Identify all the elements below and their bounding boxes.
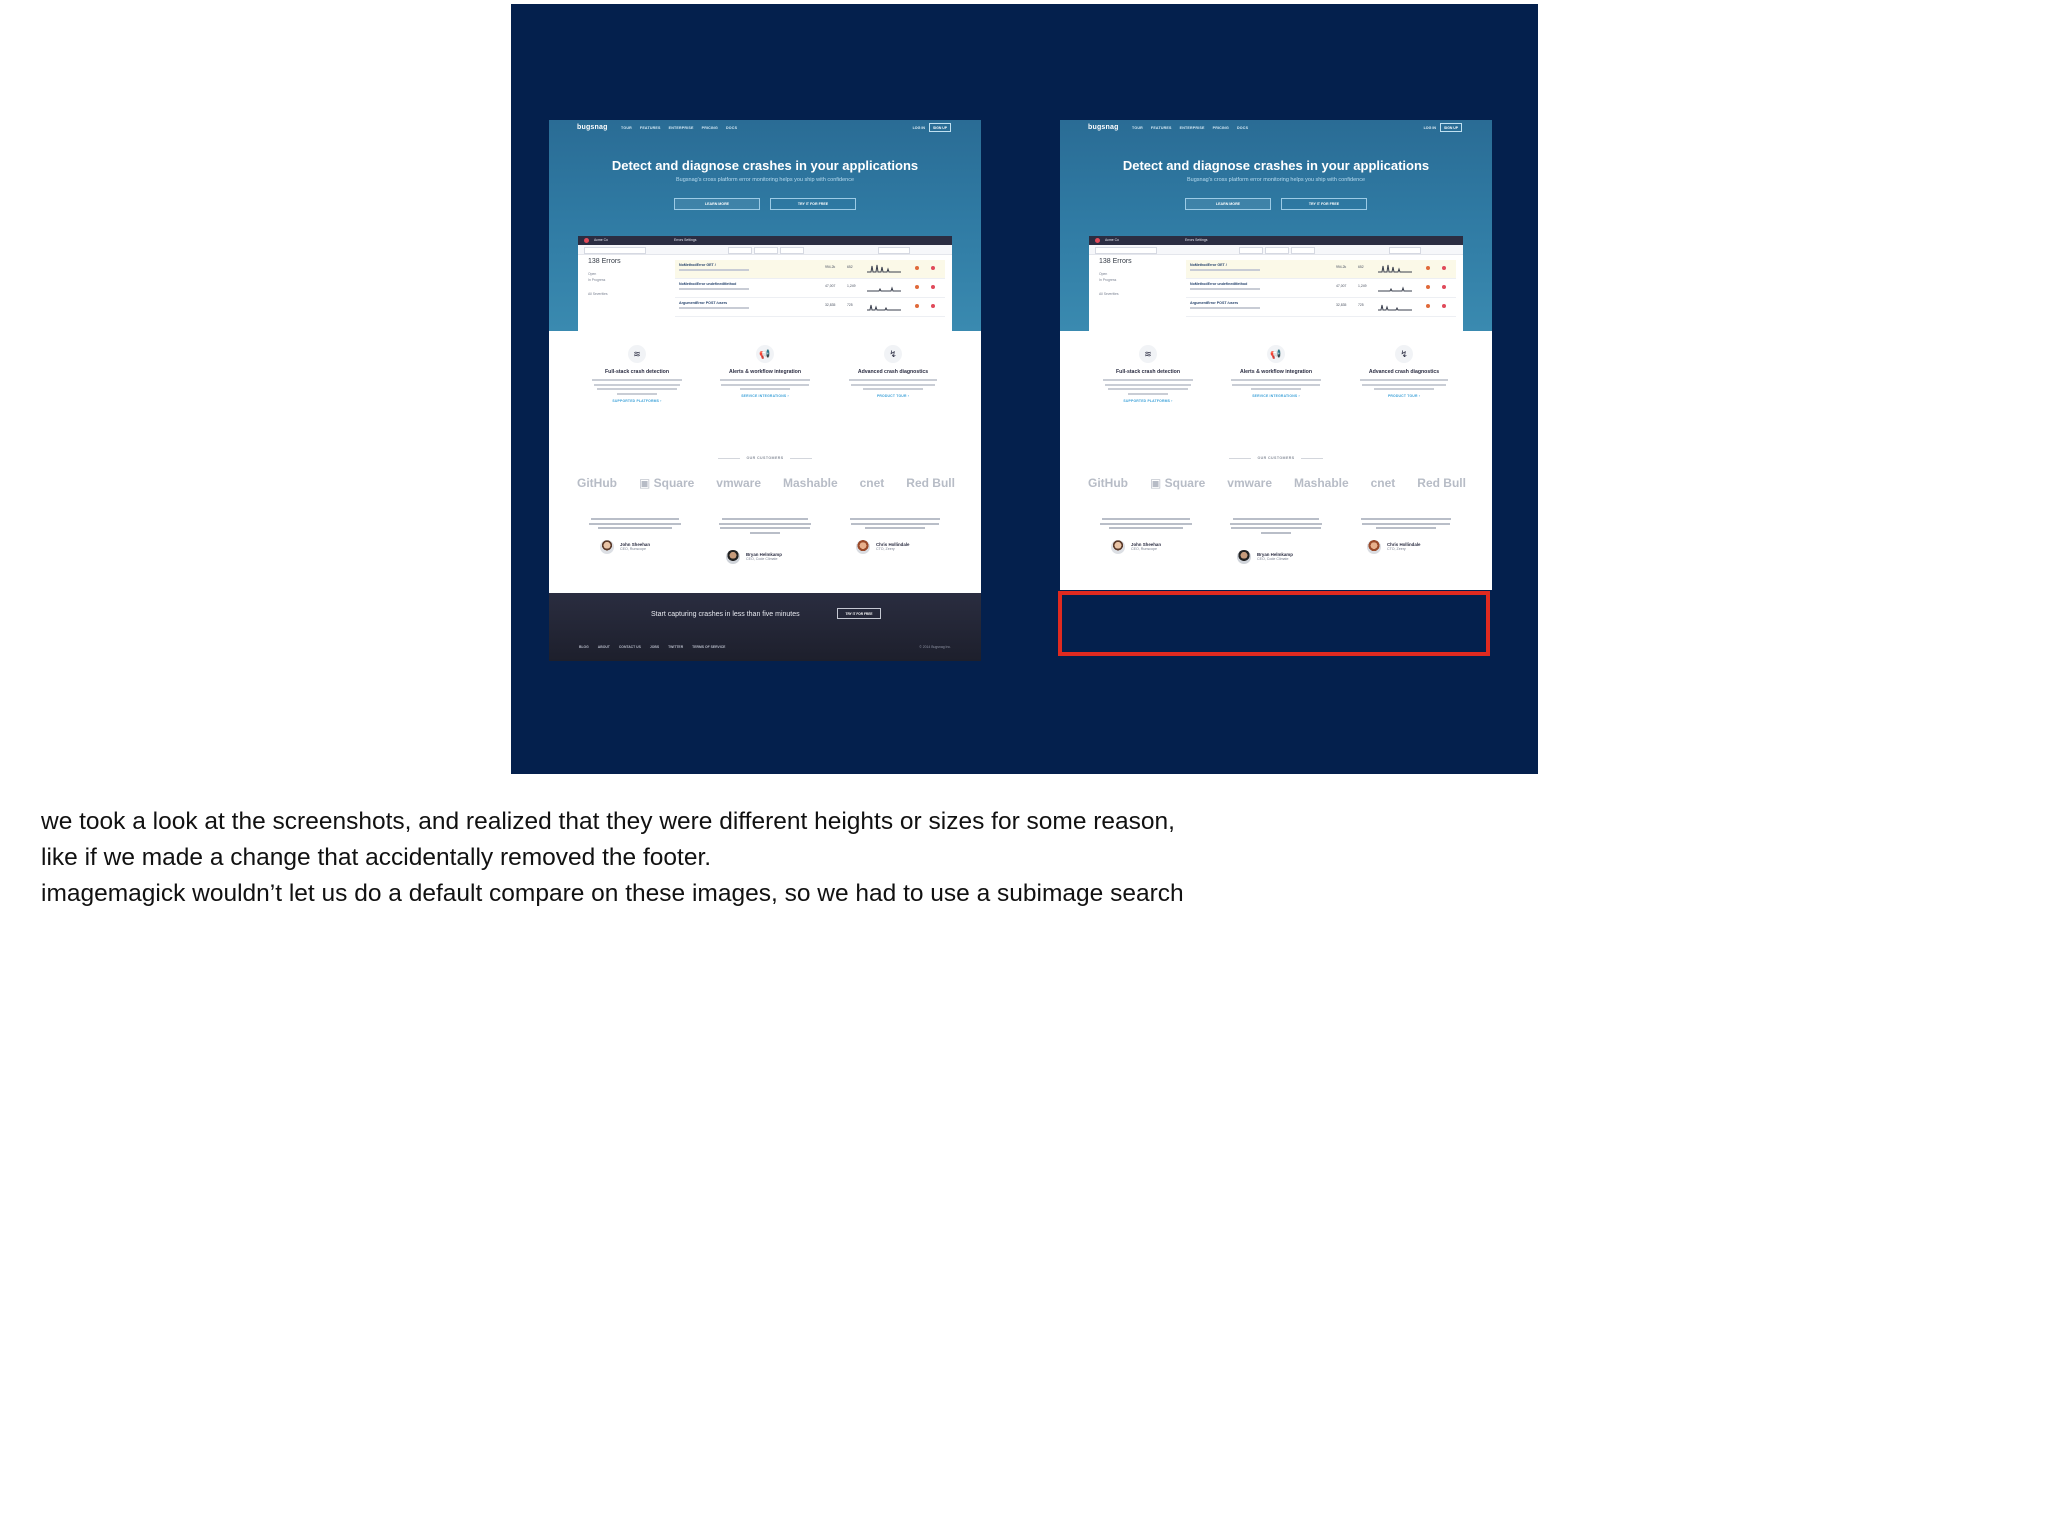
testimonial-author xyxy=(1111,540,1161,554)
feature-card xyxy=(573,345,701,403)
error-users: 652 xyxy=(1358,265,1364,269)
status-indicator xyxy=(931,285,935,289)
customer-logos xyxy=(577,476,955,490)
severity-indicator xyxy=(1426,266,1430,270)
person-role: CEO, Runscope xyxy=(620,547,646,552)
status-indicator xyxy=(931,266,935,270)
redbull-logo: Red Bull xyxy=(1417,476,1466,490)
severity-indicator xyxy=(1426,304,1430,308)
testimonials xyxy=(1060,518,1492,578)
filter-input xyxy=(1095,247,1157,254)
error-subtext xyxy=(1190,307,1260,309)
chart-icon: ↯ xyxy=(1395,345,1413,363)
vmware-logo: vmware xyxy=(716,476,761,490)
testimonial xyxy=(1211,518,1341,562)
filter-in-progress: In Progress xyxy=(1099,278,1117,282)
database-icon: ≋ xyxy=(1139,345,1157,363)
errors-count: 138 Errors xyxy=(588,258,621,265)
error-users: 725 xyxy=(847,303,853,307)
error-count: 994.2k xyxy=(825,265,836,269)
toolbar-button xyxy=(754,247,778,254)
testimonial xyxy=(570,518,700,552)
bugsnag-logo[interactable]: bugsnag xyxy=(1088,124,1119,131)
status-indicator xyxy=(931,304,935,308)
toolbar-button xyxy=(1239,247,1263,254)
feature-description xyxy=(1358,379,1450,390)
severity-indicator xyxy=(915,285,919,289)
nav-link-enterprise[interactable]: ENTERPRISE xyxy=(1179,126,1205,130)
error-name: ArgumentError POST /users xyxy=(679,301,728,305)
github-logo: GitHub xyxy=(577,476,617,490)
filter-severity: All Severities xyxy=(1099,292,1119,296)
testimonials xyxy=(549,518,981,578)
error-name: NoMethodError undefinedMethod xyxy=(1190,282,1248,286)
footer-link-jobs[interactable]: JOBS xyxy=(649,645,660,649)
trend-sparkline xyxy=(867,263,901,273)
testimonial-author xyxy=(1237,550,1293,564)
error-subtext xyxy=(1190,288,1260,290)
error-row xyxy=(1186,298,1456,317)
feature-card xyxy=(1212,345,1340,398)
try-free-button[interactable]: TRY IT FOR FREE xyxy=(1281,198,1367,210)
status-indicator xyxy=(1442,285,1446,289)
error-subtext xyxy=(679,307,749,309)
customer-logos xyxy=(1088,476,1466,490)
error-count: 994.2k xyxy=(1336,265,1347,269)
toolbar-button xyxy=(728,247,752,254)
testimonial-author xyxy=(726,550,782,564)
severity-indicator xyxy=(1426,285,1430,289)
error-subtext xyxy=(679,288,749,290)
login-link[interactable]: LOG IN xyxy=(912,126,925,130)
hero-headline: Detect and diagnose crashes in your applications xyxy=(1122,158,1430,173)
feature-card xyxy=(1084,345,1212,403)
database-icon: ≋ xyxy=(628,345,646,363)
learn-more-button[interactable]: LEARN MORE xyxy=(674,198,760,210)
feature-title: Full-stack crash detection xyxy=(605,369,669,375)
error-users: 1,249 xyxy=(1358,284,1367,288)
dashboard-preview xyxy=(1089,236,1463,331)
error-users: 725 xyxy=(1358,303,1364,307)
feature-title: Advanced crash diagnostics xyxy=(857,369,929,375)
nav-link-docs[interactable]: DOCS xyxy=(1236,126,1249,130)
screenshot-with-footer xyxy=(549,120,981,661)
feature-title: Alerts & workflow integration xyxy=(1239,369,1313,375)
toolbar-button xyxy=(1265,247,1289,254)
filter-severity: All Severities xyxy=(588,292,608,296)
login-link[interactable]: LOG IN xyxy=(1423,126,1436,130)
footer-link-blog[interactable]: BLOG xyxy=(579,645,589,649)
avatar xyxy=(726,550,740,564)
nav-link-pricing[interactable]: PRICING xyxy=(701,126,718,130)
dashboard-toolbar xyxy=(1089,245,1463,255)
hero-subline: Bugsnag's cross platform error monitoring helps you ship with confidence xyxy=(1186,177,1366,183)
person-name: Chris Hollindale xyxy=(1387,542,1421,548)
nav-link-enterprise[interactable]: ENTERPRISE xyxy=(668,126,694,130)
person-name: Chris Hollindale xyxy=(876,542,910,548)
error-row xyxy=(1186,260,1456,279)
toolbar-button xyxy=(1291,247,1315,254)
avatar xyxy=(600,540,614,554)
footer-link-contact[interactable]: CONTACT US xyxy=(618,645,641,649)
cnet-logo: cnet xyxy=(859,476,885,490)
error-name: NoMethodError GET / xyxy=(679,263,716,267)
testimonial-quote xyxy=(1100,518,1192,529)
caption-line: like if we made a change that accidentally removed the footer. xyxy=(41,844,712,871)
footer-try-button[interactable]: TRY IT FOR FREE xyxy=(837,608,881,619)
chart-icon: ↯ xyxy=(884,345,902,363)
filter-open: Open xyxy=(588,272,597,276)
testimonial xyxy=(1341,518,1471,552)
mashable-logo: Mashable xyxy=(1293,476,1349,490)
dashboard-topbar xyxy=(1089,236,1463,245)
testimonial xyxy=(1081,518,1211,552)
org-name: Acme Co xyxy=(594,238,608,242)
testimonial-quote xyxy=(1230,518,1322,534)
vmware-logo: vmware xyxy=(1227,476,1272,490)
filter-open: Open xyxy=(1099,272,1108,276)
caption-line: imagemagick wouldn’t let us do a default compare on these images, so we had to use a subimage search xyxy=(41,880,1184,907)
error-count: 47,007 xyxy=(825,284,836,288)
dashboard-tabs: Errors Settings xyxy=(674,238,697,242)
person-role: CTO, Zeery xyxy=(1387,547,1406,552)
testimonial-quote xyxy=(1360,518,1452,529)
pagination xyxy=(878,247,910,254)
org-name: Acme Co xyxy=(1105,238,1119,242)
hero-headline: Detect and diagnose crashes in your applications xyxy=(611,158,919,173)
avatar xyxy=(856,540,870,554)
try-free-button[interactable]: TRY IT FOR FREE xyxy=(770,198,856,210)
caption-line: we took a look at the screenshots, and realized that they were different heights or sizes for some reason, xyxy=(41,808,1175,835)
slide-canvas xyxy=(511,4,1538,774)
avatar xyxy=(1111,540,1125,554)
bugsnag-logo[interactable]: bugsnag xyxy=(577,124,608,131)
footer-link-terms[interactable]: TERMS OF SERVICE xyxy=(692,645,726,649)
trend-sparkline xyxy=(1378,301,1412,311)
footer-links xyxy=(579,645,725,649)
feature-title: Alerts & workflow integration xyxy=(728,369,802,375)
person-role: CTO, Zeery xyxy=(876,547,895,552)
features-section xyxy=(549,345,981,435)
top-nav xyxy=(549,120,981,136)
error-name: NoMethodError GET / xyxy=(1190,263,1227,267)
footer-link-about[interactable]: ABOUT xyxy=(597,645,610,649)
errors-count: 138 Errors xyxy=(1099,258,1132,265)
feature-description xyxy=(1102,379,1194,395)
feature-link[interactable]: PRODUCT TOUR › xyxy=(1387,394,1421,398)
feature-title: Advanced crash diagnostics xyxy=(1368,369,1440,375)
person-name: John Sheehan xyxy=(1131,542,1162,548)
filter-in-progress: In Progress xyxy=(588,278,606,282)
testimonial-author xyxy=(600,540,650,554)
feature-link[interactable]: SUPPORTED PLATFORMS › xyxy=(612,398,662,403)
nav-link-pricing[interactable]: PRICING xyxy=(1212,126,1229,130)
mashable-logo: Mashable xyxy=(782,476,838,490)
person-role: CEO, Code Climate xyxy=(1257,557,1289,562)
person-role: CEO, Runscope xyxy=(1131,547,1157,552)
feature-link[interactable]: SUPPORTED PLATFORMS › xyxy=(1123,398,1173,403)
feature-card xyxy=(701,345,829,398)
slide-caption xyxy=(41,804,1641,912)
error-name: NoMethodError undefinedMethod xyxy=(679,282,737,286)
feature-title: Full-stack crash detection xyxy=(1116,369,1180,375)
nav-link-docs[interactable]: DOCS xyxy=(725,126,738,130)
nav-links xyxy=(1132,126,1248,130)
feature-link[interactable]: PRODUCT TOUR › xyxy=(876,394,910,398)
error-row xyxy=(675,298,945,317)
pagination xyxy=(1389,247,1421,254)
status-indicator xyxy=(1442,266,1446,270)
person-name: John Sheehan xyxy=(620,542,651,548)
testimonial-author xyxy=(1367,540,1420,554)
status-indicator xyxy=(1442,304,1446,308)
testimonial-quote xyxy=(719,518,811,534)
trend-sparkline xyxy=(867,282,901,292)
feature-description xyxy=(591,379,683,395)
top-nav xyxy=(1060,120,1492,136)
github-logo: GitHub xyxy=(1088,476,1128,490)
error-row xyxy=(675,260,945,279)
severity-indicator xyxy=(915,304,919,308)
error-row xyxy=(1186,279,1456,298)
trend-sparkline xyxy=(1378,263,1412,273)
org-icon xyxy=(584,238,589,243)
testimonial-quote xyxy=(589,518,681,529)
square-logo: ▣ Square xyxy=(638,476,695,490)
testimonial xyxy=(830,518,960,552)
testimonial-author xyxy=(856,540,909,554)
testimonial-quote xyxy=(849,518,941,529)
error-subtext xyxy=(679,269,749,271)
error-count: 32,835 xyxy=(825,303,836,307)
severity-indicator xyxy=(915,266,919,270)
signup-button[interactable]: SIGN UP xyxy=(929,123,951,132)
error-users: 1,249 xyxy=(847,284,856,288)
toolbar-button xyxy=(780,247,804,254)
dashboard-toolbar xyxy=(578,245,952,255)
error-name: ArgumentError POST /users xyxy=(1190,301,1239,305)
feature-card xyxy=(1340,345,1468,398)
error-subtext xyxy=(1190,269,1260,271)
hero-subline: Bugsnag's cross platform error monitoring helps you ship with confidence xyxy=(675,177,855,183)
nav-link-features[interactable]: FEATURES xyxy=(639,126,661,130)
megaphone-icon: 📢 xyxy=(1267,345,1285,363)
nav-links xyxy=(621,126,737,130)
feature-description xyxy=(847,379,939,390)
site-footer xyxy=(549,593,981,661)
feature-card xyxy=(829,345,957,398)
dashboard-topbar xyxy=(578,236,952,245)
org-icon xyxy=(1095,238,1100,243)
hero-section xyxy=(549,120,981,331)
feature-description xyxy=(719,379,811,390)
error-count: 47,007 xyxy=(1336,284,1347,288)
trend-sparkline xyxy=(867,301,901,311)
person-name: Bryan Helmkamp xyxy=(1257,552,1293,558)
customers-heading: OUR CUSTOMERS xyxy=(549,456,981,460)
person-role: CEO, Code Climate xyxy=(746,557,778,562)
features-section xyxy=(1060,345,1492,435)
feature-description xyxy=(1230,379,1322,390)
avatar xyxy=(1367,540,1381,554)
megaphone-icon: 📢 xyxy=(756,345,774,363)
cnet-logo: cnet xyxy=(1370,476,1396,490)
footer-link-twitter[interactable]: TWITTER xyxy=(668,645,684,649)
testimonial xyxy=(700,518,830,562)
missing-footer-highlight xyxy=(1058,591,1490,656)
feature-link[interactable]: SERVICE INTEGRATIONS › xyxy=(741,394,789,398)
customers-heading: OUR CUSTOMERS xyxy=(1060,456,1492,460)
filter-input xyxy=(584,247,646,254)
error-count: 32,835 xyxy=(1336,303,1347,307)
learn-more-button[interactable]: LEARN MORE xyxy=(1185,198,1271,210)
avatar xyxy=(1237,550,1251,564)
error-users: 652 xyxy=(847,265,853,269)
footer-cta-text: Start capturing crashes in less than five minutes xyxy=(651,611,800,618)
redbull-logo: Red Bull xyxy=(906,476,955,490)
error-row xyxy=(675,279,945,298)
trend-sparkline xyxy=(1378,282,1412,292)
hero-section xyxy=(1060,120,1492,331)
footer-copyright: © 2014 Bugsnag Inc. xyxy=(919,645,951,649)
person-name: Bryan Helmkamp xyxy=(746,552,782,558)
nav-link-tour[interactable]: TOUR xyxy=(1132,126,1143,130)
screenshot-without-footer xyxy=(1060,120,1492,590)
square-logo: ▣ Square xyxy=(1149,476,1206,490)
nav-link-features[interactable]: FEATURES xyxy=(1150,126,1172,130)
feature-link[interactable]: SERVICE INTEGRATIONS › xyxy=(1252,394,1300,398)
dashboard-tabs: Errors Settings xyxy=(1185,238,1208,242)
nav-link-tour[interactable]: TOUR xyxy=(621,126,632,130)
dashboard-preview xyxy=(578,236,952,331)
signup-button[interactable]: SIGN UP xyxy=(1440,123,1462,132)
